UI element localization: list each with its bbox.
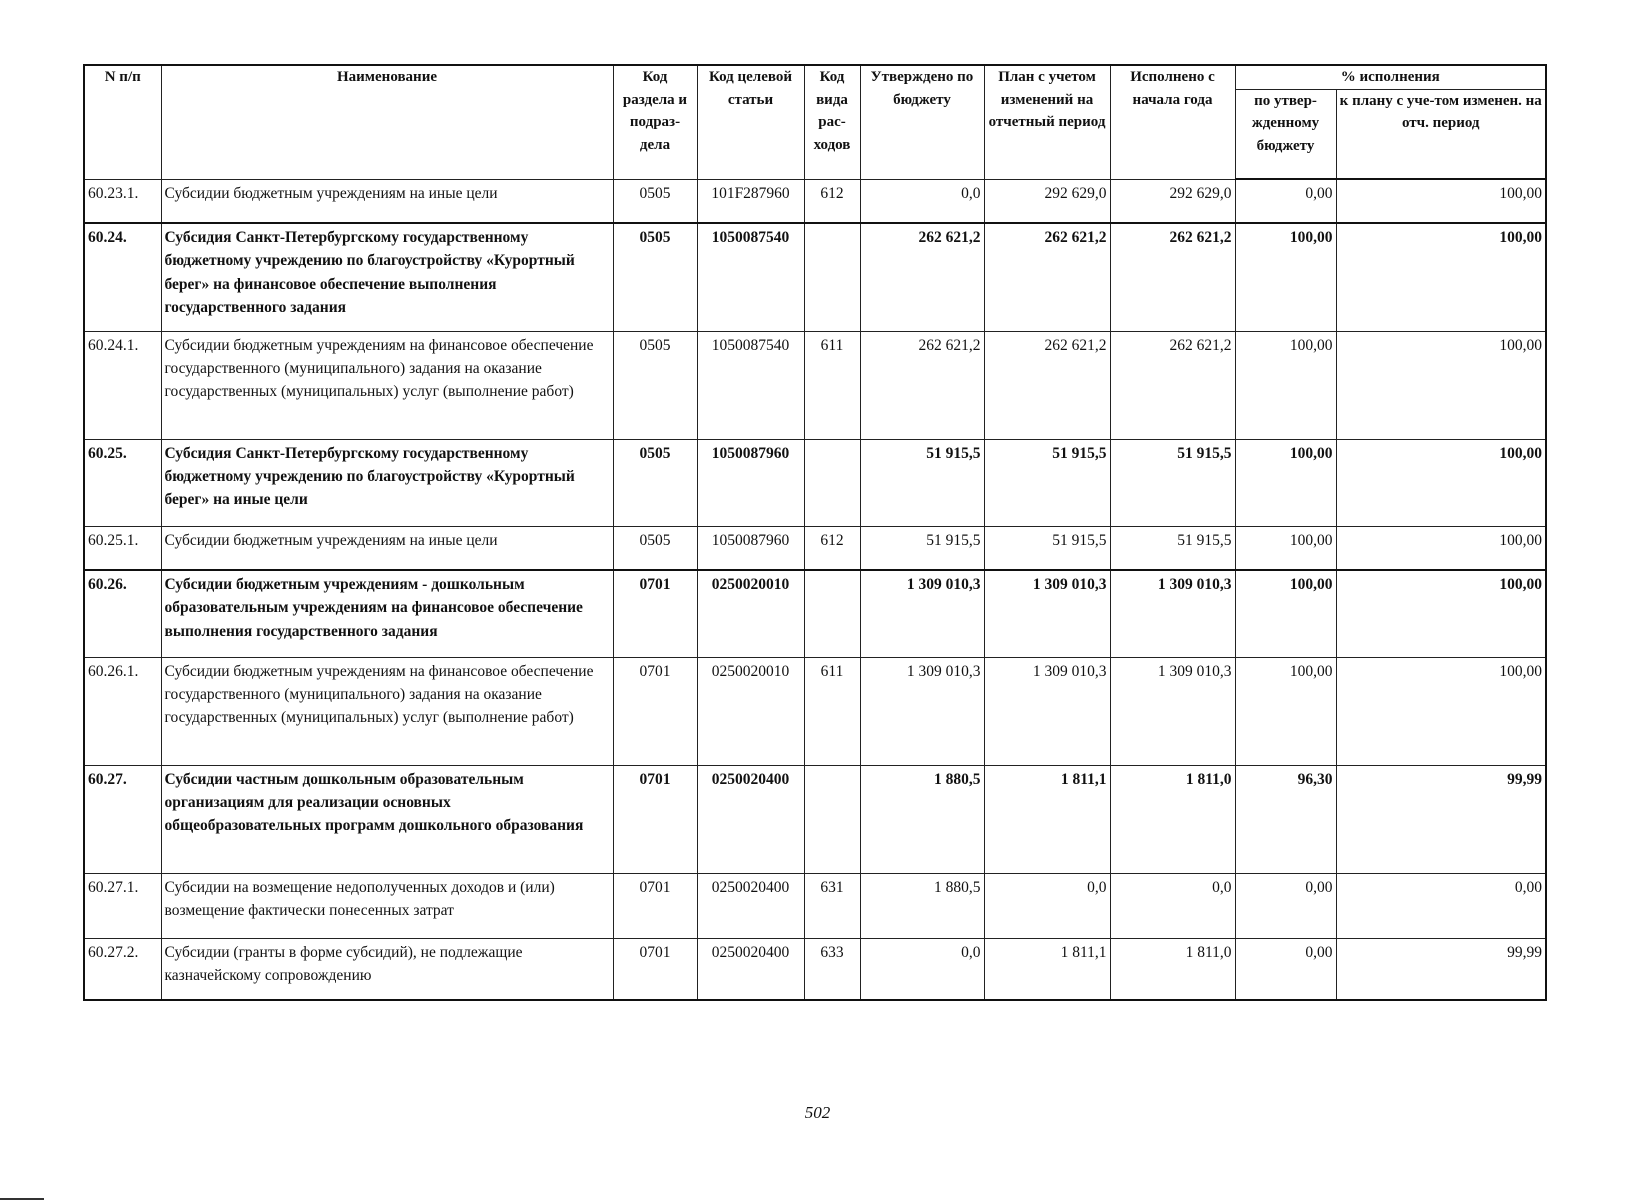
row-executed: 262 621,2 — [1110, 223, 1235, 331]
row-approved: 51 915,5 — [860, 526, 984, 570]
header-target-code: Код целевой статьи — [697, 65, 804, 179]
row-number: 60.27.1. — [84, 873, 161, 938]
row-section-code: 0505 — [613, 223, 697, 331]
table-row — [84, 179, 1546, 223]
row-section-code: 0701 — [613, 938, 697, 1000]
row-plan: 0,0 — [984, 873, 1110, 938]
row-target-code: 0250020400 — [697, 873, 804, 938]
row-target-code: 0250020400 — [697, 765, 804, 873]
row-pct-plan: 100,00 — [1336, 439, 1546, 526]
row-pct-approved: 96,30 — [1235, 765, 1336, 873]
header-pct-approved: по утвер-жденному бюджету — [1235, 89, 1336, 179]
row-name: Субсидии на возмещение недополученных доходов и (или) возмещение фактически понесенных затрат — [161, 873, 613, 938]
row-expense-code: 611 — [804, 331, 860, 439]
row-section-code: 0701 — [613, 765, 697, 873]
table-row — [84, 938, 1546, 1000]
table-row — [84, 657, 1546, 765]
row-pct-approved: 100,00 — [1235, 657, 1336, 765]
table-row — [84, 331, 1546, 439]
row-pct-approved: 0,00 — [1235, 179, 1336, 223]
row-number: 60.25. — [84, 439, 161, 526]
row-pct-plan: 100,00 — [1336, 223, 1546, 331]
row-pct-plan: 99,99 — [1336, 938, 1546, 1000]
header-approved: Утверждено по бюджету — [860, 65, 984, 179]
row-pct-plan: 0,00 — [1336, 873, 1546, 938]
row-plan: 262 621,2 — [984, 331, 1110, 439]
row-name: Субсидия Санкт-Петербургскому государственному бюджетному учреждению по благоустройству «Курортный берег» на иные цели — [161, 439, 613, 526]
row-section-code: 0505 — [613, 439, 697, 526]
row-target-code: 1050087540 — [697, 223, 804, 331]
row-pct-approved: 0,00 — [1235, 938, 1336, 1000]
row-number: 60.26.1. — [84, 657, 161, 765]
row-name: Субсидии (гранты в форме субсидий), не подлежащие казначейскому сопровождению — [161, 938, 613, 1000]
table-row — [84, 570, 1546, 657]
row-expense-code: 631 — [804, 873, 860, 938]
row-number: 60.27. — [84, 765, 161, 873]
row-executed: 1 309 010,3 — [1110, 657, 1235, 765]
row-pct-approved: 100,00 — [1235, 439, 1336, 526]
row-pct-approved: 0,00 — [1235, 873, 1336, 938]
header-plan: План с учетом изменений на отчетный период — [984, 65, 1110, 179]
row-name: Субсидии бюджетным учреждениям на иные цели — [161, 179, 613, 223]
row-target-code: 0250020010 — [697, 657, 804, 765]
row-pct-plan: 100,00 — [1336, 526, 1546, 570]
row-approved: 1 309 010,3 — [860, 657, 984, 765]
header-section-code: Код раздела и подраз-дела — [613, 65, 697, 179]
row-target-code: 1050087540 — [697, 331, 804, 439]
row-approved: 1 309 010,3 — [860, 570, 984, 657]
table-row — [84, 873, 1546, 938]
table-row — [84, 526, 1546, 570]
header-pct-plan: к плану с уче-том изменен. на отч. период — [1336, 89, 1546, 179]
table-row — [84, 223, 1546, 331]
row-section-code: 0505 — [613, 526, 697, 570]
row-plan: 1 309 010,3 — [984, 657, 1110, 765]
row-expense-code — [804, 439, 860, 526]
row-pct-approved: 100,00 — [1235, 570, 1336, 657]
table-body — [84, 179, 1546, 1000]
row-name: Субсидии бюджетным учреждениям на иные цели — [161, 526, 613, 570]
row-executed: 262 621,2 — [1110, 331, 1235, 439]
row-executed: 51 915,5 — [1110, 526, 1235, 570]
row-target-code: 0250020010 — [697, 570, 804, 657]
row-plan: 51 915,5 — [984, 526, 1110, 570]
row-approved: 51 915,5 — [860, 439, 984, 526]
row-number: 60.24.1. — [84, 331, 161, 439]
row-pct-plan: 99,99 — [1336, 765, 1546, 873]
table-row — [84, 765, 1546, 873]
row-section-code: 0701 — [613, 570, 697, 657]
row-plan: 262 621,2 — [984, 223, 1110, 331]
row-number: 60.25.1. — [84, 526, 161, 570]
row-executed: 0,0 — [1110, 873, 1235, 938]
budget-execution-table — [83, 64, 1547, 1001]
row-approved: 0,0 — [860, 179, 984, 223]
row-pct-plan: 100,00 — [1336, 331, 1546, 439]
row-executed: 1 309 010,3 — [1110, 570, 1235, 657]
row-name: Субсидии бюджетным учреждениям на финансовое обеспечение государственного (муниципального) задания на оказание государственных (муниципальных) услуг (выполнение работ) — [161, 657, 613, 765]
row-pct-approved: 100,00 — [1235, 223, 1336, 331]
row-approved: 1 880,5 — [860, 765, 984, 873]
header-percent-group: % исполнения — [1235, 65, 1546, 89]
row-executed: 1 811,0 — [1110, 765, 1235, 873]
row-plan: 1 309 010,3 — [984, 570, 1110, 657]
row-number: 60.23.1. — [84, 179, 161, 223]
row-pct-approved: 100,00 — [1235, 331, 1336, 439]
row-pct-plan: 100,00 — [1336, 179, 1546, 223]
row-expense-code — [804, 223, 860, 331]
row-name: Субсидии частным дошкольным образовательным организациям для реализации основных общеобразовательных программ дошкольного образования — [161, 765, 613, 873]
row-approved: 0,0 — [860, 938, 984, 1000]
row-section-code: 0505 — [613, 179, 697, 223]
row-expense-code: 611 — [804, 657, 860, 765]
row-name: Субсидии бюджетным учреждениям - дошкольным образовательным учреждениям на финансовое обеспечение выполнения государственного задания — [161, 570, 613, 657]
row-section-code: 0701 — [613, 873, 697, 938]
row-plan: 1 811,1 — [984, 938, 1110, 1000]
row-number: 60.27.2. — [84, 938, 161, 1000]
row-pct-plan: 100,00 — [1336, 570, 1546, 657]
row-section-code: 0701 — [613, 657, 697, 765]
row-name: Субсидии бюджетным учреждениям на финансовое обеспечение государственного (муниципального) задания на оказание государственных (муниципальных) услуг (выполнение работ) — [161, 331, 613, 439]
table-header — [84, 65, 1546, 179]
row-target-code: 1050087960 — [697, 526, 804, 570]
row-number: 60.26. — [84, 570, 161, 657]
row-expense-code — [804, 765, 860, 873]
row-number: 60.24. — [84, 223, 161, 331]
row-expense-code: 633 — [804, 938, 860, 1000]
row-name: Субсидия Санкт-Петербургскому государственному бюджетному учреждению по благоустройству «Курортный берег» на финансовое обеспечение выполнения государственного задания — [161, 223, 613, 331]
row-target-code: 1050087960 — [697, 439, 804, 526]
header-executed: Исполнено с начала года — [1110, 65, 1235, 179]
row-approved: 1 880,5 — [860, 873, 984, 938]
header-name: Наименование — [161, 65, 613, 179]
row-expense-code — [804, 570, 860, 657]
row-plan: 292 629,0 — [984, 179, 1110, 223]
table-row — [84, 439, 1546, 526]
row-executed: 51 915,5 — [1110, 439, 1235, 526]
row-target-code: 0250020400 — [697, 938, 804, 1000]
row-plan: 1 811,1 — [984, 765, 1110, 873]
row-approved: 262 621,2 — [860, 223, 984, 331]
header-num: N п/п — [84, 65, 161, 179]
row-pct-plan: 100,00 — [1336, 657, 1546, 765]
row-executed: 1 811,0 — [1110, 938, 1235, 1000]
header-expense-code: Код вида рас-ходов — [804, 65, 860, 179]
row-approved: 262 621,2 — [860, 331, 984, 439]
row-target-code: 101F287960 — [697, 179, 804, 223]
page-number: 502 — [804, 1103, 831, 1122]
row-executed: 292 629,0 — [1110, 179, 1235, 223]
row-pct-approved: 100,00 — [1235, 526, 1336, 570]
row-expense-code: 612 — [804, 179, 860, 223]
row-plan: 51 915,5 — [984, 439, 1110, 526]
row-section-code: 0505 — [613, 331, 697, 439]
row-expense-code: 612 — [804, 526, 860, 570]
